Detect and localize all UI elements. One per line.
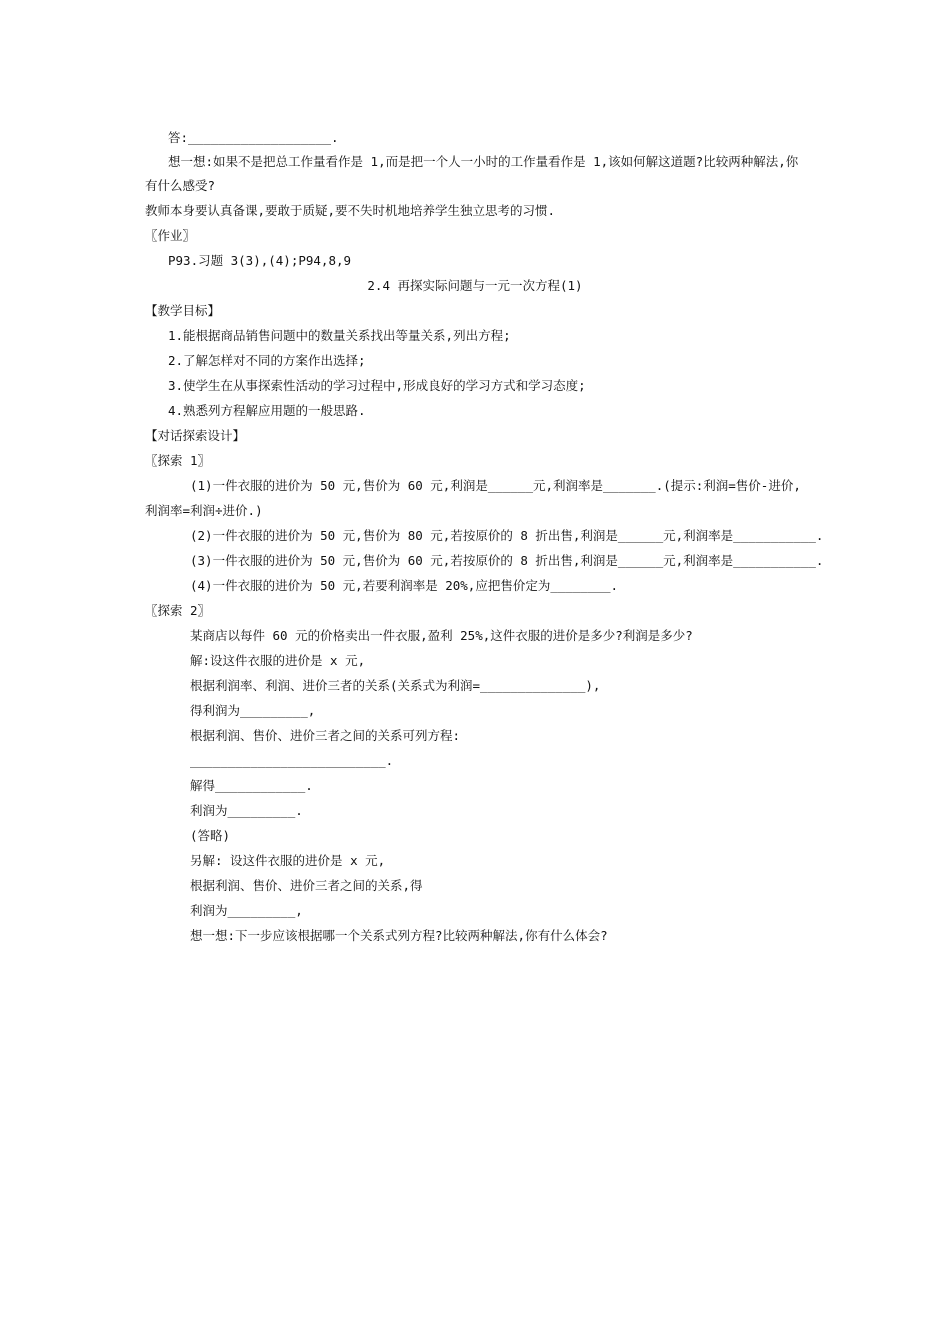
explore-1-heading: 〖探索 1〗 [145, 453, 211, 468]
alt-solution-line-1: 另解: 设这件衣服的进价是 x 元, [190, 853, 386, 868]
teacher-note: 教师本身要认真备课,要敢于质疑,要不失时机地培养学生独立思考的习惯. [145, 203, 556, 218]
explore-2-heading: 〖探索 2〗 [145, 603, 211, 618]
goal-item-1: 1.能根据商品销售问题中的数量关系找出等量关系,列出方程; [168, 328, 511, 343]
solution-line-2: 根据利润率、利润、进价三者的关系(关系式为利润=______________), [190, 678, 601, 693]
dialogue-design-heading: 【对话探索设计】 [145, 428, 246, 443]
answer-omitted: (答略) [190, 828, 231, 843]
explore-1-item-3: (3)一件衣服的进价为 50 元,售价为 60 元,若按原价的 8 折出售,利润是______元,利润率是___________. [190, 553, 824, 568]
final-reflection: 想一想:下一步应该根据哪一个关系式列方程?比较两种解法,你有什么体会? [190, 928, 608, 943]
explore-1-item-1-line-1: (1)一件衣服的进价为 50 元,售价为 60 元,利润是______元,利润率是_______.(提示:利润=售价-进价, [190, 478, 801, 493]
alt-solution-line-3: 利润为_________, [190, 903, 303, 918]
explore-1-item-1-line-2: 利润率=利润÷进价.) [145, 503, 263, 518]
profit-result: 利润为_________. [190, 803, 303, 818]
homework-heading: 〖作业〗 [145, 228, 196, 243]
section-title: 2.4 再探实际问题与一元一次方程(1) [367, 278, 583, 293]
goal-item-3: 3.使学生在从事探索性活动的学习过程中,形成良好的学习方式和学习态度; [168, 378, 586, 393]
alt-solution-line-2: 根据利润、售价、进价三者之间的关系,得 [190, 878, 423, 893]
goal-item-2: 2.了解怎样对不同的方案作出选择; [168, 353, 366, 368]
answer-line: 答:___________________. [168, 130, 339, 145]
teaching-goals-heading: 【教学目标】 [145, 303, 221, 318]
think-paragraph-line-1: 想一想:如果不是把总工作量看作是 1,而是把一个人一小时的工作量看作是 1,该如何解这道题?比较两种解法,你 [168, 154, 799, 169]
equation-blank: __________________________. [190, 753, 394, 768]
goal-item-4: 4.熟悉列方程解应用题的一般思路. [168, 403, 366, 418]
solution-line-1: 解:设这件衣服的进价是 x 元, [190, 653, 366, 668]
explore-1-item-4: (4)一件衣服的进价为 50 元,若要利润率是 20%,应把售价定为________. [190, 578, 619, 593]
explore-2-problem: 某商店以每件 60 元的价格卖出一件衣服,盈利 25%,这件衣服的进价是多少?利润是多少? [190, 628, 693, 643]
homework-content: P93.习题 3(3),(4);P94,8,9 [168, 253, 352, 268]
think-paragraph-line-2: 有什么感受? [145, 178, 216, 193]
solve-result: 解得____________. [190, 778, 313, 793]
solution-line-3: 得利润为_________, [190, 703, 316, 718]
solution-line-4: 根据利润、售价、进价三者之间的关系可列方程: [190, 728, 461, 743]
explore-1-item-2: (2)一件衣服的进价为 50 元,售价为 80 元,若按原价的 8 折出售,利润是______元,利润率是___________. [190, 528, 824, 543]
